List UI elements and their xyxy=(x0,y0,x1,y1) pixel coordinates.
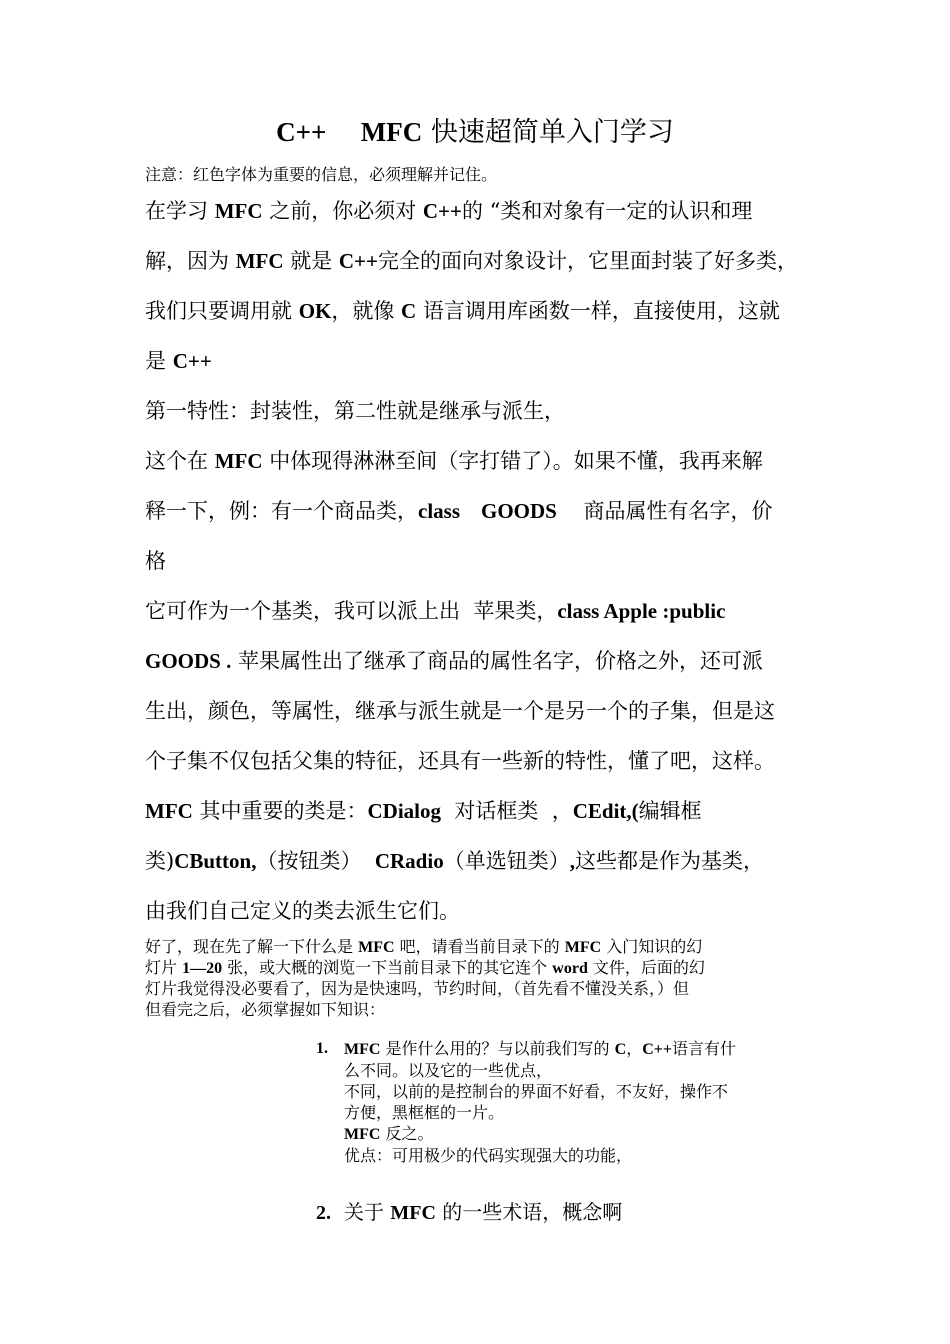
text-line: 格 xyxy=(145,549,166,573)
list-item: 2. 关于 MFC 的一些术语，概念啊 xyxy=(316,1198,622,1227)
text-line: 由我们自己定义的类去派生它们。 xyxy=(145,899,460,923)
text-line: 生出，颜色，等属性，继承与派生就是一个是另一个的子集，但是这 xyxy=(145,699,775,723)
text-line: MFC 反之。 xyxy=(344,1124,434,1143)
text-line: 个子集不仅包括父集的特征，还具有一些新的特性，懂了吧，这样。 xyxy=(145,749,775,773)
list-number: 1. xyxy=(316,1040,328,1057)
text-line: 方便，黑框框的一片。 xyxy=(344,1103,505,1122)
knowledge-list xyxy=(316,1038,816,1224)
text-line: 释一下，例：有一个商品类，class GOODS 商品属性有名字，价 xyxy=(145,499,773,523)
text-line: MFC 是作什么用的？与以前我们写的 C，C++语言有什 xyxy=(344,1039,737,1058)
text-line: 它可作为一个基类，我可以派上出 苹果类，class Apple :public xyxy=(145,599,726,623)
text-line: 我们只要调用就 OK，就像 C 语言调用库函数一样，直接使用，这就 xyxy=(145,299,780,323)
text-line: GOODS . 苹果属性出了继承了商品的属性名字，价格之外，还可派 xyxy=(145,649,764,673)
page-title: C++ MFC 快速超简单入门学习 xyxy=(276,117,674,148)
text-line: 第一特性：封装性，第二性就是继承与派生， xyxy=(145,399,565,423)
note-line: 注意：红色字体为重要的信息，必须理解并记住。 xyxy=(145,165,498,184)
text-line: 优点：可用极少的代码实现强大的功能， xyxy=(344,1146,633,1165)
text-line: 在学习 MFC 之前，你必须对 C++的 “类和对象有一定的认识和理 xyxy=(145,199,753,223)
text-line: 么不同。以及它的一些优点， xyxy=(344,1061,553,1080)
text-line: 解，因为 MFC 就是 C++完全的面向对象设计，它里面封装了好多类， xyxy=(145,249,798,273)
text-line: 灯片 1—20 张，或大概的浏览一下当前目录下的其它连个 word 文件，后面的幻 xyxy=(145,958,705,977)
list-item xyxy=(316,1038,816,1166)
text-line: 不同，以前的是控制台的界面不好看，不友好，操作不 xyxy=(344,1082,729,1101)
text-line: 但看完之后，必须掌握如下知识： xyxy=(145,1000,386,1019)
instructions-paragraph xyxy=(145,936,810,1020)
text-line: 这个在 MFC 中体现得淋淋至间（字打错了）。如果不懂，我再来解 xyxy=(145,449,763,473)
text-line: 是 C++ xyxy=(145,349,212,373)
text-line: 好了，现在先了解一下什么是 MFC 吧，请看当前目录下的 MFC 入门知识的幻 xyxy=(145,937,703,956)
text-line: 类)CButton,（按钮类） CRadio（单选钮类）,这些都是作为基类， xyxy=(145,849,764,873)
text-line: MFC 其中重要的类是：CDialog 对话框类 ，CEdit,(编辑框 xyxy=(145,799,702,823)
list-number: 2. xyxy=(316,1202,331,1224)
text-line: 灯片我觉得没必要看了，因为是快速吗，节约时间，（首先看不懂没关系，）但 xyxy=(145,979,690,998)
